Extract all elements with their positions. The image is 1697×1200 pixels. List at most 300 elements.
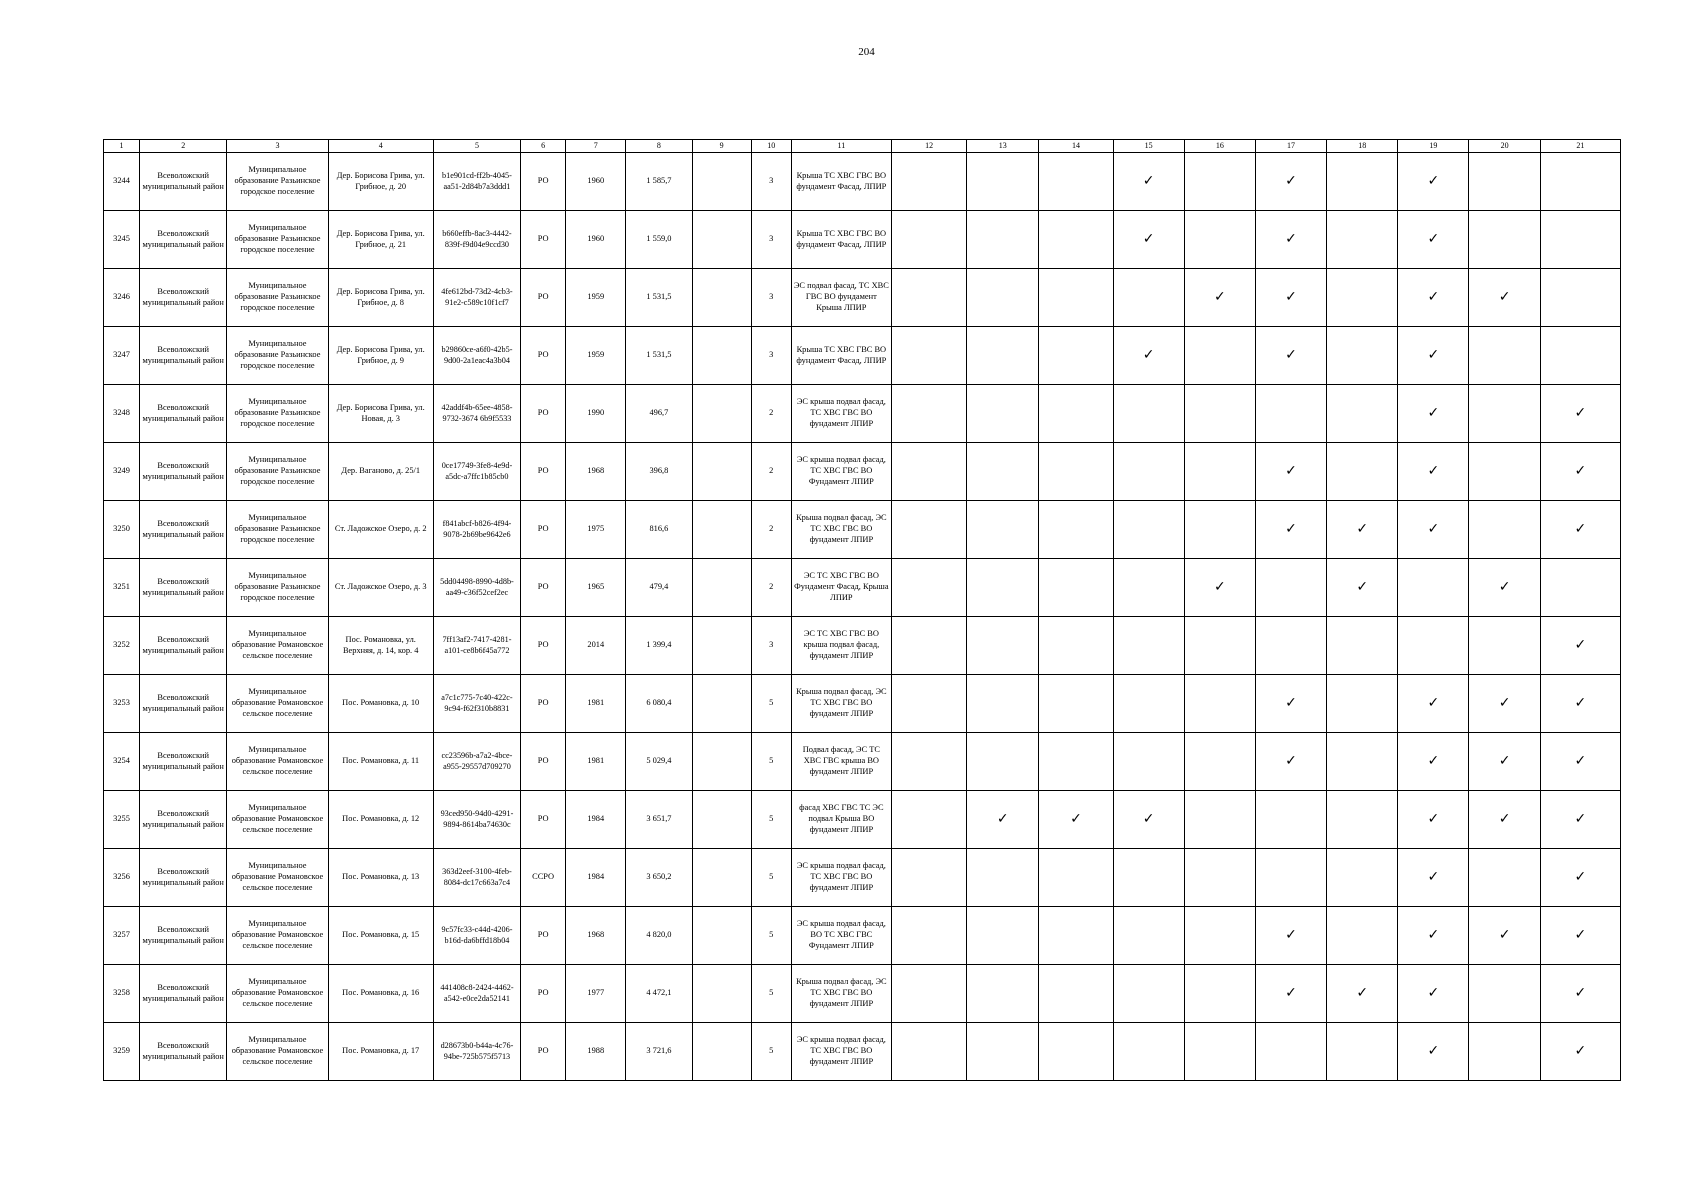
column-9-cell xyxy=(692,501,751,559)
check-mark-icon: ✓ xyxy=(1356,985,1369,1002)
register-table xyxy=(103,139,1621,1081)
work-column-17-cell xyxy=(1255,327,1326,385)
work-column-17-cell xyxy=(1255,443,1326,501)
column-9-cell xyxy=(692,617,751,675)
works-list-cell: Крыша ТС ХВС ГВС ВО фундамент Фасад, ЛПИР xyxy=(791,327,891,385)
work-column-18-cell xyxy=(1327,153,1398,211)
check-mark-icon: ✓ xyxy=(1427,405,1440,422)
work-column-17-cell xyxy=(1255,675,1326,733)
column-header-18: 18 xyxy=(1327,140,1398,153)
work-column-19-cell xyxy=(1398,733,1469,791)
area-cell: 396,8 xyxy=(626,443,692,501)
column-9-cell xyxy=(692,907,751,965)
work-column-15-cell xyxy=(1113,965,1184,1023)
work-column-21-cell xyxy=(1540,1023,1620,1081)
area-cell: 1 585,7 xyxy=(626,153,692,211)
works-list-cell: Крыша ТС ХВС ГВС ВО фундамент Фасад, ЛПИР xyxy=(791,211,891,269)
works-list-cell: ЭС ТС ХВС ГВС ВО крыша подвал фасад, фундамент ЛПИР xyxy=(791,617,891,675)
work-column-14-cell xyxy=(1039,849,1113,907)
work-column-12-cell xyxy=(891,269,966,327)
column-9-cell xyxy=(692,791,751,849)
work-column-20-cell xyxy=(1469,385,1540,443)
work-column-20-cell xyxy=(1469,211,1540,269)
district-cell: Всеволожский муниципальный район xyxy=(140,559,227,617)
work-column-12-cell xyxy=(891,501,966,559)
works-list-cell: ЭС крыша подвал фасад, ТС ХВС ГВС ВО фундамент ЛПИР xyxy=(791,385,891,443)
work-column-17-cell xyxy=(1255,385,1326,443)
year-built-cell: 1968 xyxy=(566,907,626,965)
building-id-cell: a7c1c775-7c40-422c-9c94-f62f310b8831 xyxy=(433,675,520,733)
work-column-20-cell xyxy=(1469,849,1540,907)
work-column-15-cell xyxy=(1113,269,1184,327)
floors-cell: 5 xyxy=(751,1023,791,1081)
works-list-cell: ЭС крыша подвал фасад, ТС ХВС ГВС ВО Фундамент ЛПИР xyxy=(791,443,891,501)
district-cell: Всеволожский муниципальный район xyxy=(140,617,227,675)
column-9-cell xyxy=(692,443,751,501)
fund-form-cell: РО xyxy=(521,327,566,385)
column-9-cell xyxy=(692,733,751,791)
work-column-17-cell xyxy=(1255,269,1326,327)
work-column-13-cell xyxy=(967,443,1039,501)
row-number-cell: 3246 xyxy=(104,269,140,327)
work-column-13-cell xyxy=(967,965,1039,1023)
year-built-cell: 1988 xyxy=(566,1023,626,1081)
work-column-12-cell xyxy=(891,733,966,791)
check-mark-icon: ✓ xyxy=(1574,521,1587,538)
work-column-19-cell xyxy=(1398,849,1469,907)
district-cell: Всеволожский муниципальный район xyxy=(140,327,227,385)
area-cell: 1 399,4 xyxy=(626,617,692,675)
work-column-16-cell xyxy=(1184,211,1255,269)
work-column-19-cell xyxy=(1398,153,1469,211)
work-column-17-cell xyxy=(1255,153,1326,211)
work-column-21-cell xyxy=(1540,791,1620,849)
row-number-cell: 3245 xyxy=(104,211,140,269)
check-mark-icon: ✓ xyxy=(1427,463,1440,480)
fund-form-cell: РО xyxy=(521,965,566,1023)
fund-form-cell: РО xyxy=(521,791,566,849)
works-list-cell: Крыша подвал фасад, ЭС ТС ХВС ГВС ВО фундамент ЛПИР xyxy=(791,501,891,559)
district-cell: Всеволожский муниципальный район xyxy=(140,791,227,849)
column-header-8: 8 xyxy=(626,140,692,153)
work-column-13-cell xyxy=(967,559,1039,617)
works-list-cell: Крыша подвал фасад, ЭС ТС ХВС ГВС ВО фундамент ЛПИР xyxy=(791,965,891,1023)
municipality-cell: Муниципальное образование Романовское сельское поселение xyxy=(227,617,328,675)
column-header-16: 16 xyxy=(1184,140,1255,153)
column-9-cell xyxy=(692,849,751,907)
check-mark-icon: ✓ xyxy=(1574,1043,1587,1060)
work-column-13-cell xyxy=(967,791,1039,849)
column-9-cell xyxy=(692,211,751,269)
building-id-cell: 363d2eef-3100-4feb-8084-dc17c663a7c4 xyxy=(433,849,520,907)
area-cell: 4 820,0 xyxy=(626,907,692,965)
work-column-14-cell xyxy=(1039,153,1113,211)
work-column-13-cell xyxy=(967,153,1039,211)
building-id-cell: 441408c8-2424-4462-a542-e0ce2da52141 xyxy=(433,965,520,1023)
table-row xyxy=(104,675,1621,733)
work-column-20-cell xyxy=(1469,965,1540,1023)
work-column-15-cell xyxy=(1113,443,1184,501)
work-column-15-cell xyxy=(1113,327,1184,385)
check-mark-icon: ✓ xyxy=(1574,985,1587,1002)
work-column-18-cell xyxy=(1327,269,1398,327)
row-number-cell: 3257 xyxy=(104,907,140,965)
area-cell: 496,7 xyxy=(626,385,692,443)
work-column-12-cell xyxy=(891,385,966,443)
check-mark-icon: ✓ xyxy=(1498,695,1511,712)
floors-cell: 5 xyxy=(751,791,791,849)
work-column-19-cell xyxy=(1398,385,1469,443)
check-mark-icon: ✓ xyxy=(1498,579,1511,596)
check-mark-icon: ✓ xyxy=(1427,869,1440,886)
work-column-21-cell xyxy=(1540,675,1620,733)
work-column-20-cell xyxy=(1469,617,1540,675)
column-header-13: 13 xyxy=(967,140,1039,153)
check-mark-icon: ✓ xyxy=(1356,521,1369,538)
district-cell: Всеволожский муниципальный район xyxy=(140,849,227,907)
municipality-cell: Муниципальное образование Романовское сельское поселение xyxy=(227,1023,328,1081)
work-column-18-cell xyxy=(1327,501,1398,559)
table-row xyxy=(104,327,1621,385)
floors-cell: 3 xyxy=(751,211,791,269)
column-9-cell xyxy=(692,385,751,443)
column-9-cell xyxy=(692,559,751,617)
row-number-cell: 3254 xyxy=(104,733,140,791)
work-column-13-cell xyxy=(967,1023,1039,1081)
check-mark-icon: ✓ xyxy=(1070,811,1082,828)
fund-form-cell: РО xyxy=(521,153,566,211)
work-column-17-cell xyxy=(1255,965,1326,1023)
work-column-12-cell xyxy=(891,327,966,385)
fund-form-cell: РО xyxy=(521,443,566,501)
floors-cell: 5 xyxy=(751,849,791,907)
work-column-13-cell xyxy=(967,211,1039,269)
work-column-20-cell xyxy=(1469,791,1540,849)
building-id-cell: 4fe612bd-73d2-4cb3-91e2-c589c10f1cf7 xyxy=(433,269,520,327)
work-column-14-cell xyxy=(1039,211,1113,269)
row-number-cell: 3255 xyxy=(104,791,140,849)
work-column-19-cell xyxy=(1398,559,1469,617)
work-column-12-cell xyxy=(891,211,966,269)
building-id-cell: b660effb-8ac3-4442-839f-f9d04e9ccd30 xyxy=(433,211,520,269)
municipality-cell: Муниципальное образование Романовское сельское поселение xyxy=(227,675,328,733)
check-mark-icon: ✓ xyxy=(1427,753,1440,770)
address-cell: Пос. Романовка, ул. Верхняя, д. 14, кор. 4 xyxy=(328,617,433,675)
check-mark-icon: ✓ xyxy=(1285,985,1297,1002)
area-cell: 3 721,6 xyxy=(626,1023,692,1081)
work-column-18-cell xyxy=(1327,791,1398,849)
row-number-cell: 3247 xyxy=(104,327,140,385)
municipality-cell: Муниципальное образование Романовское сельское поселение xyxy=(227,907,328,965)
address-cell: Дер. Борисова Грива, ул. Грибное, д. 8 xyxy=(328,269,433,327)
table-row xyxy=(104,385,1621,443)
work-column-20-cell xyxy=(1469,1023,1540,1081)
work-column-15-cell xyxy=(1113,1023,1184,1081)
check-mark-icon: ✓ xyxy=(996,811,1009,828)
work-column-18-cell xyxy=(1327,1023,1398,1081)
table-row xyxy=(104,617,1621,675)
municipality-cell: Муниципальное образование Разьинское городское поселение xyxy=(227,559,328,617)
table-row xyxy=(104,849,1621,907)
work-column-16-cell xyxy=(1184,617,1255,675)
fund-form-cell: РО xyxy=(521,907,566,965)
building-id-cell: 9c57fc33-c44d-4206-b16d-da6bffd18b04 xyxy=(433,907,520,965)
check-mark-icon: ✓ xyxy=(1285,463,1297,480)
check-mark-icon: ✓ xyxy=(1574,637,1587,654)
work-column-15-cell xyxy=(1113,211,1184,269)
table-body xyxy=(104,153,1621,1081)
municipality-cell: Муниципальное образование Разьинское городское поселение xyxy=(227,153,328,211)
work-column-20-cell xyxy=(1469,733,1540,791)
year-built-cell: 1959 xyxy=(566,327,626,385)
work-column-14-cell xyxy=(1039,791,1113,849)
work-column-12-cell xyxy=(891,675,966,733)
work-column-13-cell xyxy=(967,501,1039,559)
fund-form-cell: РО xyxy=(521,617,566,675)
area-cell: 3 651,7 xyxy=(626,791,692,849)
work-column-17-cell xyxy=(1255,501,1326,559)
work-column-18-cell xyxy=(1327,211,1398,269)
column-header-1: 1 xyxy=(104,140,140,153)
work-column-18-cell xyxy=(1327,675,1398,733)
column-header-9: 9 xyxy=(692,140,751,153)
work-column-20-cell xyxy=(1469,327,1540,385)
work-column-19-cell xyxy=(1398,907,1469,965)
column-header-17: 17 xyxy=(1255,140,1326,153)
floors-cell: 3 xyxy=(751,617,791,675)
work-column-13-cell xyxy=(967,675,1039,733)
table-row xyxy=(104,791,1621,849)
table-row xyxy=(104,443,1621,501)
work-column-15-cell xyxy=(1113,733,1184,791)
municipality-cell: Муниципальное образование Романовское сельское поселение xyxy=(227,965,328,1023)
check-mark-icon: ✓ xyxy=(1427,927,1440,944)
work-column-13-cell xyxy=(967,385,1039,443)
column-header-19: 19 xyxy=(1398,140,1469,153)
works-list-cell: фасад ХВС ГВС ТС ЭС подвал Крыша ВО фундамент ЛПИР xyxy=(791,791,891,849)
floors-cell: 2 xyxy=(751,501,791,559)
floors-cell: 3 xyxy=(751,327,791,385)
building-id-cell: 5dd04498-8990-4d8b-aa49-c36f52cef2ec xyxy=(433,559,520,617)
work-column-21-cell xyxy=(1540,501,1620,559)
work-column-16-cell xyxy=(1184,965,1255,1023)
works-list-cell: Крыша подвал фасад, ЭС ТС ХВС ГВС ВО фундамент ЛПИР xyxy=(791,675,891,733)
year-built-cell: 1965 xyxy=(566,559,626,617)
check-mark-icon: ✓ xyxy=(1427,347,1440,364)
work-column-19-cell xyxy=(1398,501,1469,559)
column-header-11: 11 xyxy=(791,140,891,153)
municipality-cell: Муниципальное образование Романовское сельское поселение xyxy=(227,733,328,791)
fund-form-cell: РО xyxy=(521,733,566,791)
year-built-cell: 1977 xyxy=(566,965,626,1023)
floors-cell: 2 xyxy=(751,559,791,617)
address-cell: Ст. Ладожское Озеро, д. 3 xyxy=(328,559,433,617)
work-column-16-cell xyxy=(1184,675,1255,733)
work-column-21-cell xyxy=(1540,965,1620,1023)
table-row xyxy=(104,733,1621,791)
work-column-20-cell xyxy=(1469,907,1540,965)
row-number-cell: 3248 xyxy=(104,385,140,443)
work-column-19-cell xyxy=(1398,269,1469,327)
address-cell: Дер. Борисова Грива, ул. Грибное, д. 21 xyxy=(328,211,433,269)
work-column-16-cell xyxy=(1184,269,1255,327)
fund-form-cell: РО xyxy=(521,675,566,733)
work-column-18-cell xyxy=(1327,385,1398,443)
fund-form-cell: РО xyxy=(521,501,566,559)
work-column-21-cell xyxy=(1540,327,1620,385)
municipality-cell: Муниципальное образование Разьинское городское поселение xyxy=(227,443,328,501)
works-list-cell: ЭС крыша подвал фасад, ВО ТС ХВС ГВС Фундамент ЛПИР xyxy=(791,907,891,965)
work-column-14-cell xyxy=(1039,269,1113,327)
work-column-18-cell xyxy=(1327,327,1398,385)
work-column-15-cell xyxy=(1113,559,1184,617)
work-column-15-cell xyxy=(1113,617,1184,675)
year-built-cell: 1975 xyxy=(566,501,626,559)
year-built-cell: 1984 xyxy=(566,849,626,907)
work-column-17-cell xyxy=(1255,559,1326,617)
work-column-15-cell xyxy=(1113,849,1184,907)
check-mark-icon: ✓ xyxy=(1574,695,1587,712)
row-number-cell: 3252 xyxy=(104,617,140,675)
check-mark-icon: ✓ xyxy=(1427,231,1440,248)
check-mark-icon: ✓ xyxy=(1142,347,1155,364)
check-mark-icon: ✓ xyxy=(1574,753,1587,770)
floors-cell: 3 xyxy=(751,269,791,327)
table-row xyxy=(104,501,1621,559)
work-column-17-cell xyxy=(1255,211,1326,269)
area-cell: 1 531,5 xyxy=(626,327,692,385)
work-column-18-cell xyxy=(1327,559,1398,617)
work-column-19-cell xyxy=(1398,327,1469,385)
area-cell: 5 029,4 xyxy=(626,733,692,791)
check-mark-icon: ✓ xyxy=(1356,579,1369,596)
work-column-18-cell xyxy=(1327,849,1398,907)
work-column-16-cell xyxy=(1184,791,1255,849)
table-row xyxy=(104,269,1621,327)
work-column-17-cell xyxy=(1255,733,1326,791)
check-mark-icon: ✓ xyxy=(1498,927,1511,944)
works-list-cell: ЭС подвал фасад, ТС ХВС ГВС ВО фундамент Крыша ЛПИР xyxy=(791,269,891,327)
work-column-13-cell xyxy=(967,327,1039,385)
work-column-15-cell xyxy=(1113,675,1184,733)
works-list-cell: ЭС ТС ХВС ГВС ВО Фундамент Фасад, Крыша ЛПИР xyxy=(791,559,891,617)
work-column-16-cell xyxy=(1184,443,1255,501)
work-column-21-cell xyxy=(1540,269,1620,327)
work-column-21-cell xyxy=(1540,617,1620,675)
work-column-21-cell xyxy=(1540,559,1620,617)
column-header-3: 3 xyxy=(227,140,328,153)
work-column-14-cell xyxy=(1039,965,1113,1023)
district-cell: Всеволожский муниципальный район xyxy=(140,211,227,269)
work-column-12-cell xyxy=(891,907,966,965)
work-column-18-cell xyxy=(1327,733,1398,791)
row-number-cell: 3250 xyxy=(104,501,140,559)
work-column-16-cell xyxy=(1184,327,1255,385)
check-mark-icon: ✓ xyxy=(1285,927,1297,944)
column-9-cell xyxy=(692,675,751,733)
work-column-17-cell xyxy=(1255,791,1326,849)
check-mark-icon: ✓ xyxy=(1498,289,1511,306)
works-list-cell: ЭС крыша подвал фасад, ТС ХВС ГВС ВО фундамент ЛПИР xyxy=(791,849,891,907)
work-column-14-cell xyxy=(1039,1023,1113,1081)
column-header-5: 5 xyxy=(433,140,520,153)
area-cell: 6 080,4 xyxy=(626,675,692,733)
work-column-13-cell xyxy=(967,907,1039,965)
work-column-20-cell xyxy=(1469,501,1540,559)
work-column-14-cell xyxy=(1039,327,1113,385)
work-column-14-cell xyxy=(1039,675,1113,733)
building-id-cell: b1e901cd-ff2b-4045-aa51-2d84b7a3ddd1 xyxy=(433,153,520,211)
work-column-12-cell xyxy=(891,443,966,501)
work-column-19-cell xyxy=(1398,211,1469,269)
column-9-cell xyxy=(692,153,751,211)
work-column-19-cell xyxy=(1398,675,1469,733)
address-cell: Дер. Ваганово, д. 25/1 xyxy=(328,443,433,501)
work-column-21-cell xyxy=(1540,385,1620,443)
work-column-16-cell xyxy=(1184,559,1255,617)
municipality-cell: Муниципальное образование Романовское сельское поселение xyxy=(227,791,328,849)
building-id-cell: f841abcf-b826-4f94-9078-2b69be9642e6 xyxy=(433,501,520,559)
work-column-15-cell xyxy=(1113,791,1184,849)
table-row xyxy=(104,965,1621,1023)
address-cell: Дер. Борисова Грива, ул. Новая, д. 3 xyxy=(328,385,433,443)
work-column-13-cell xyxy=(967,269,1039,327)
floors-cell: 2 xyxy=(751,385,791,443)
work-column-18-cell xyxy=(1327,443,1398,501)
work-column-20-cell xyxy=(1469,675,1540,733)
year-built-cell: 2014 xyxy=(566,617,626,675)
area-cell: 4 472,1 xyxy=(626,965,692,1023)
column-9-cell xyxy=(692,1023,751,1081)
work-column-20-cell xyxy=(1469,443,1540,501)
row-number-cell: 3259 xyxy=(104,1023,140,1081)
work-column-15-cell xyxy=(1113,907,1184,965)
column-header-4: 4 xyxy=(328,140,433,153)
column-header-7: 7 xyxy=(566,140,626,153)
building-id-cell: 42addf4b-65ee-4858-9732-3674 6b9f5533 xyxy=(433,385,520,443)
floors-cell: 5 xyxy=(751,733,791,791)
column-9-cell xyxy=(692,327,751,385)
check-mark-icon: ✓ xyxy=(1574,927,1587,944)
check-mark-icon: ✓ xyxy=(1285,753,1297,770)
district-cell: Всеволожский муниципальный район xyxy=(140,733,227,791)
work-column-21-cell xyxy=(1540,153,1620,211)
work-column-20-cell xyxy=(1469,559,1540,617)
work-column-16-cell xyxy=(1184,153,1255,211)
municipality-cell: Муниципальное образование Романовское сельское поселение xyxy=(227,849,328,907)
work-column-16-cell xyxy=(1184,385,1255,443)
work-column-21-cell xyxy=(1540,443,1620,501)
area-cell: 479,4 xyxy=(626,559,692,617)
municipality-cell: Муниципальное образование Разьинское городское поселение xyxy=(227,269,328,327)
building-id-cell: b29860ce-a6f0-42b5-9d00-2a1eac4a3b04 xyxy=(433,327,520,385)
check-mark-icon: ✓ xyxy=(1574,405,1587,422)
table-row xyxy=(104,153,1621,211)
area-cell: 1 559,0 xyxy=(626,211,692,269)
column-header-20: 20 xyxy=(1469,140,1540,153)
district-cell: Всеволожский муниципальный район xyxy=(140,965,227,1023)
year-built-cell: 1959 xyxy=(566,269,626,327)
work-column-17-cell xyxy=(1255,617,1326,675)
year-built-cell: 1968 xyxy=(566,443,626,501)
check-mark-icon: ✓ xyxy=(1427,173,1440,190)
work-column-21-cell xyxy=(1540,733,1620,791)
municipality-cell: Муниципальное образование Разьинское городское поселение xyxy=(227,385,328,443)
check-mark-icon: ✓ xyxy=(1285,173,1297,190)
building-id-cell: d28673b0-b44a-4c76-94be-725b575f5713 xyxy=(433,1023,520,1081)
check-mark-icon: ✓ xyxy=(1142,173,1155,190)
district-cell: Всеволожский муниципальный район xyxy=(140,501,227,559)
